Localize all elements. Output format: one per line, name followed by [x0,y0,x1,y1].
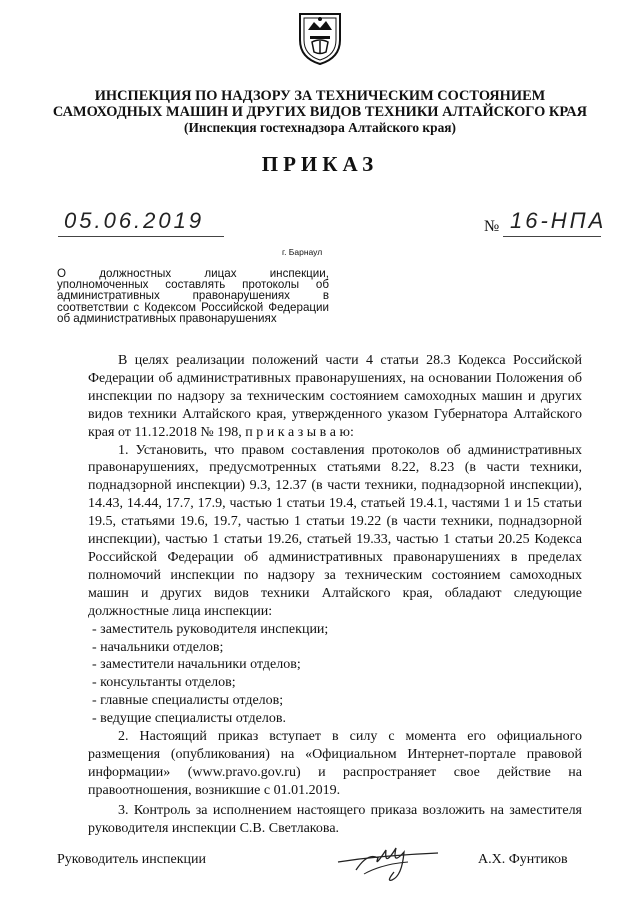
city: г. Барнаул [282,247,323,257]
organization-header [40,88,600,136]
item-1: 1. Установить, что правом составления протоколов об административных правонарушениях, предусмотренных статьями 8.22, 8.23 (в части техники, поднадзорной инспекции) 9.3, 12.37 (в части техники, поднадзорной инспекции), 14.43, 14.44, 17.7, 17.9, частью 1 статьи 19.4, статьей 19.4.1, частями 1 и 15 статьи 19.5, статьями 19.6, 19.7, частью 1 статьи 19.22 (в части техники, поднадзорной инспекции), частью 1 статьи 19.26, статьей 19.33, частью 1 статьи 20.25 Кодекса Российской Федерации об административных правонарушениях в пределах полномочий инспекции по надзору за техническим состоянием самоходных машин и других видов техники Алтайского края, обладают следующие должностные лица инспекции: [88,442,582,619]
coat-of-arms-icon [296,10,344,66]
list-item: - заместитель руководителя инспекции; [92,621,329,637]
header-line-2: САМОХОДНЫХ МАШИН И ДРУГИХ ВИДОВ ТЕХНИКИ АЛТАЙСКОГО КРАЯ [52,104,588,120]
signature-icon [334,828,442,884]
list-item: - главные специалисты отделов; [92,693,284,709]
signatory-role: Руководитель инспекции [57,852,206,867]
list-item: - консультанты отделов; [92,675,236,691]
number-underline [503,236,601,237]
order-date: 05.06.2019 [64,208,205,233]
order-body [88,352,582,837]
order-number: 16-НПА [510,208,607,233]
order-subject: О должностных лицах инспекции, уполномоченных составлять протоколы об административных правонарушениях в соответствии с Кодексом Российской Федерации об административных правонарушениях [57,267,329,325]
item-3: 3. Контроль за исполнением настоящего приказа возложить на заместителя руководителя инспекции С.В. Светлакова. [88,802,582,836]
item-2: 2. Настоящий приказ вступает в силу с момента его официального размещения (опубликования) на «Официальном Интернет-портале правовой информации» (www.pravo.gov.ru) и распространяет свое действие на правоотношения, возникшие с 01.01.2019. [88,729,582,798]
header-line-3: (Инспекция гостехнадзора Алтайского края) [184,120,456,135]
number-label: № [484,218,500,235]
list-item: - ведущие специалисты отделов. [92,711,286,727]
preamble: В целях реализации положений части 4 статьи 28.3 Кодекса Российской Федерации об административных правонарушениях, на основании Положения об инспекции по надзору за техническим состоянием самоходных машин и других видов техники Алтайского края, утвержденного указом Губернатора Алтайского края от 11.12.2018 № 198, п р и к а з ы в а ю: [88,353,582,440]
document-title: ПРИКАЗ [261,152,379,176]
date-underline [58,236,224,237]
signatory-name: А.Х. Фунтиков [478,852,568,867]
header-line-1: ИНСПЕКЦИЯ ПО НАДЗОРУ ЗА ТЕХНИЧЕСКИМ СОСТОЯНИЕМ [94,88,546,104]
list-item: - начальники отделов; [92,639,224,655]
officials-list [88,621,582,728]
list-item: - заместители начальники отделов; [92,657,301,673]
